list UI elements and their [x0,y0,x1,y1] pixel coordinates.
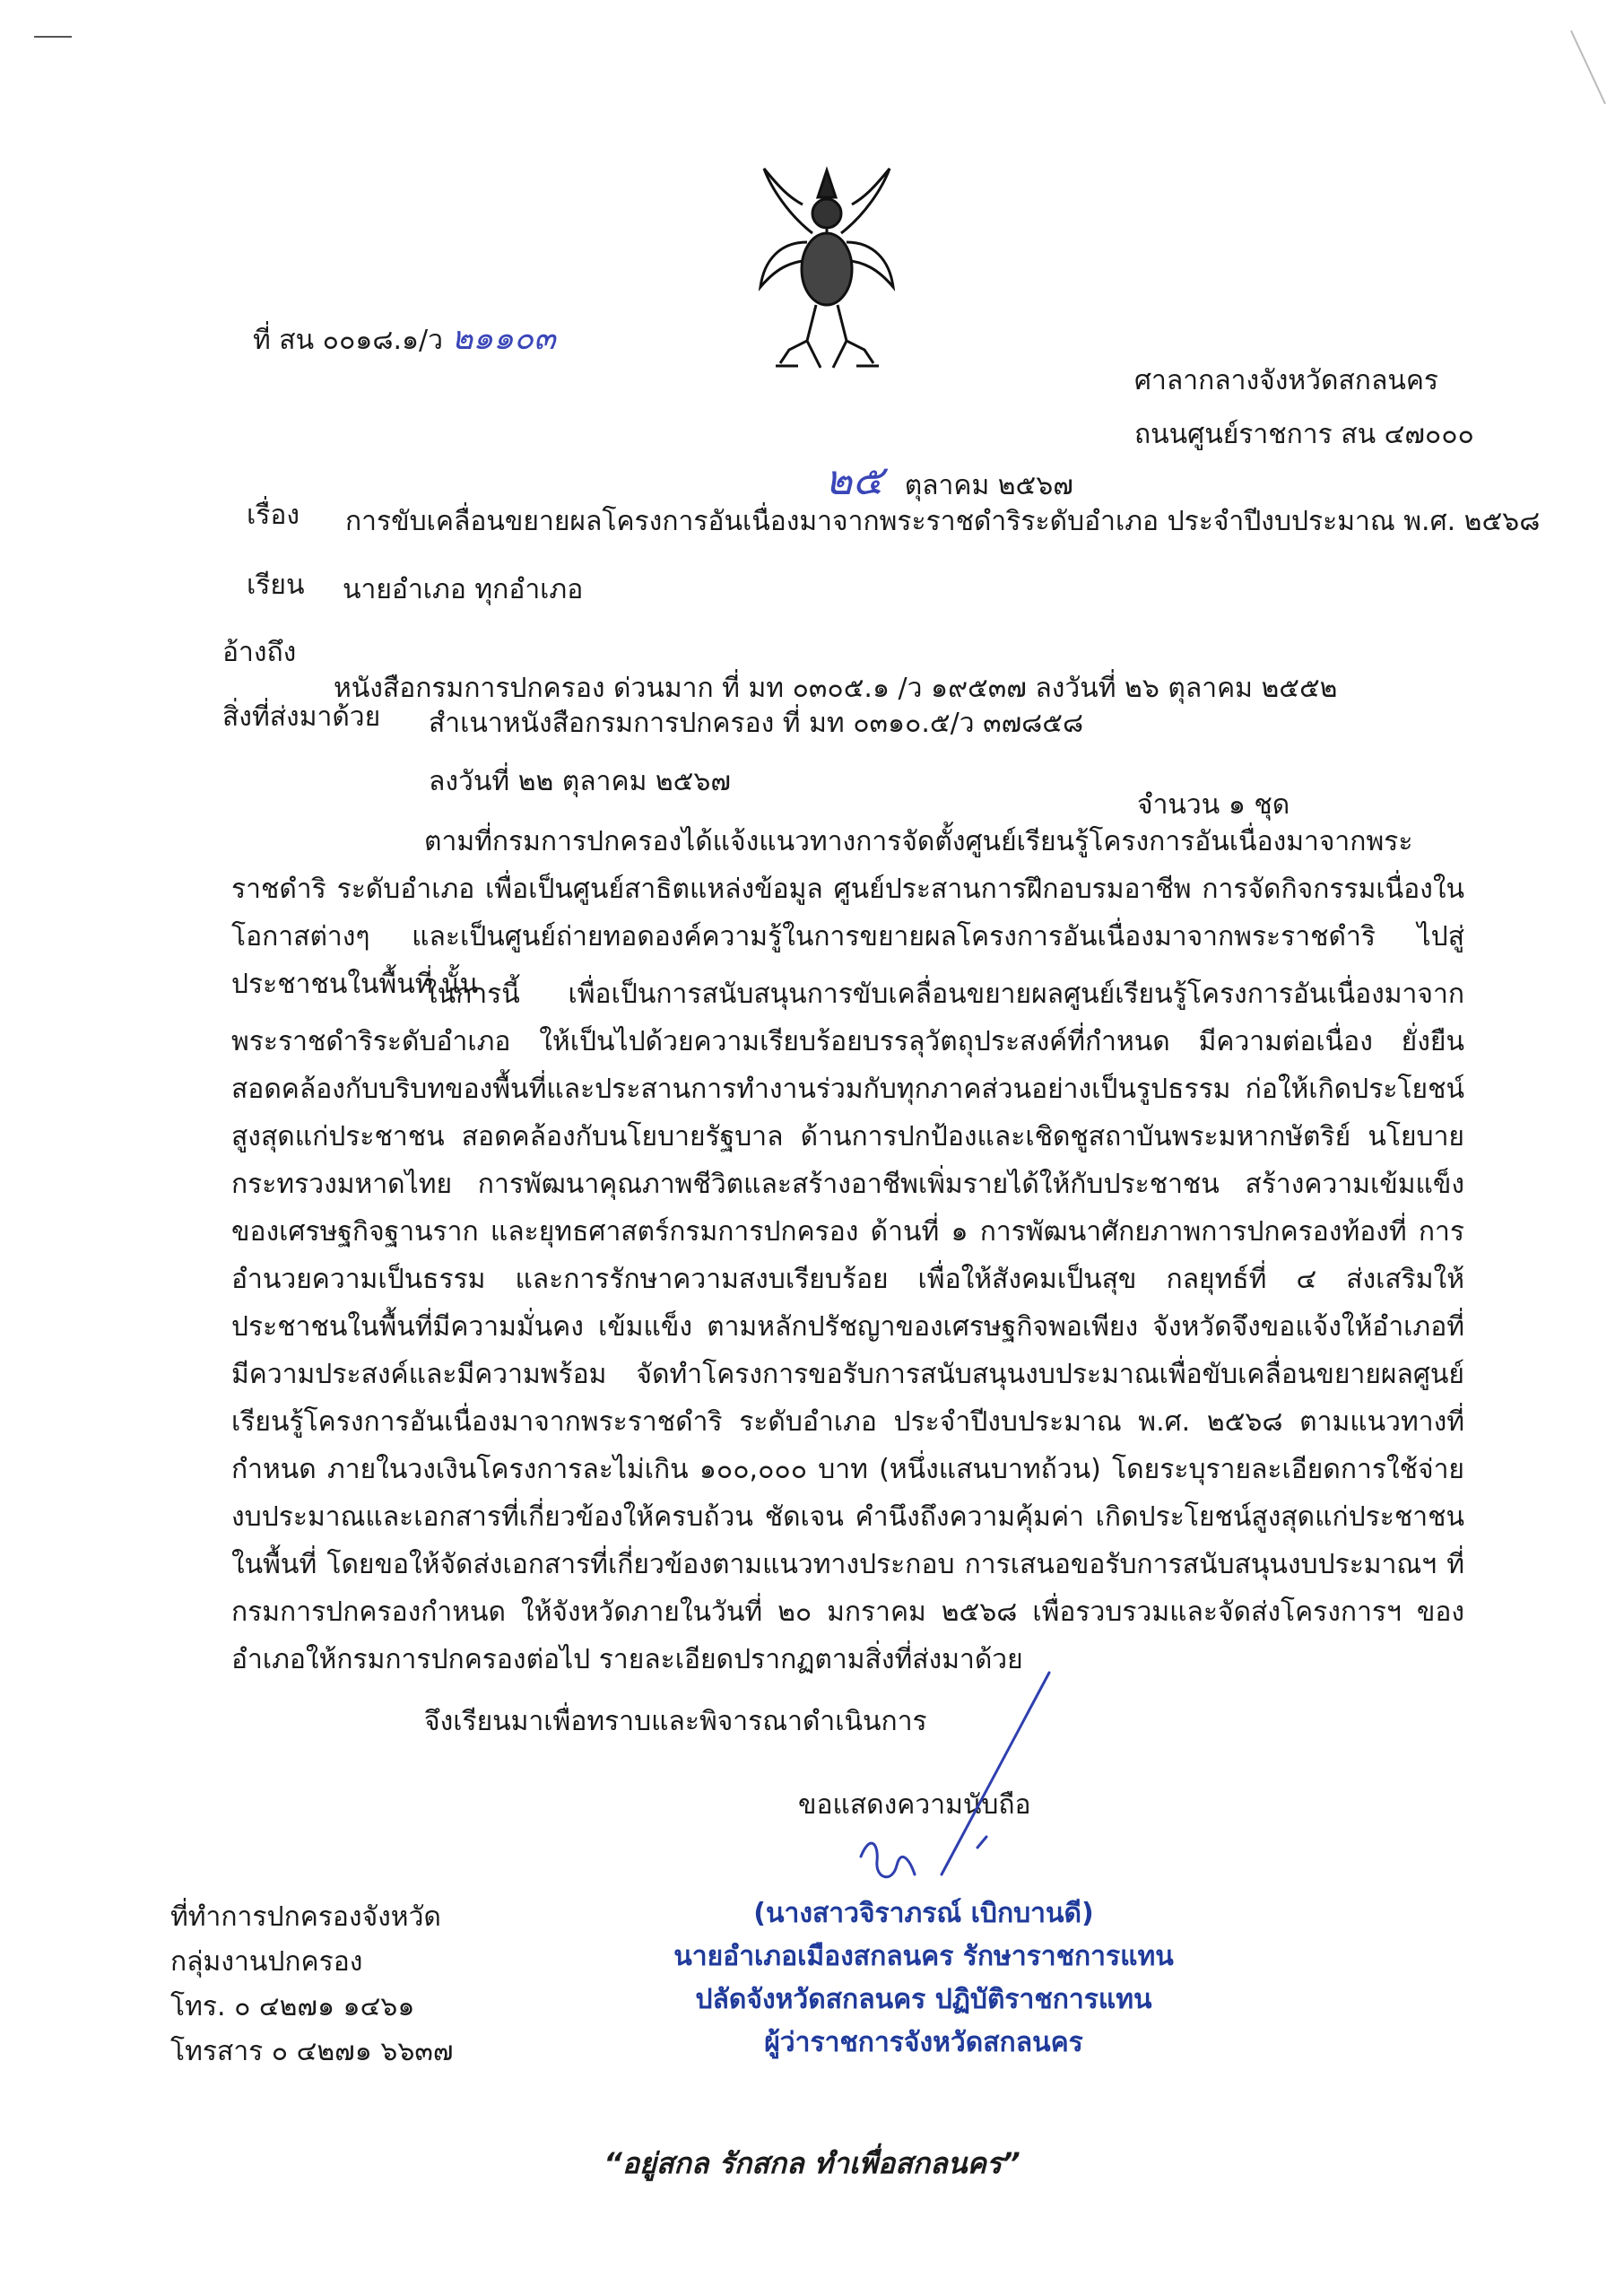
handwritten-day: ๒๕ [825,456,884,504]
signature [807,1668,1094,1910]
reference-label: อ้างถึง [222,637,297,668]
office-line1: ที่ทำการปกครองจังหวัด [170,1901,441,1933]
date-month-year: ตุลาคม ๒๕๖๗ [904,470,1073,501]
subject-label: เรื่อง [247,500,300,531]
attachment-qty: จำนวน ๑ ชุด [1137,789,1290,821]
body-paragraph-1-text: ตามที่กรมการปกครองได้แจ้งแนวทางการจัดตั้งศูนย์เรียนรู้โครงการอันเนื่องมาจากพระราชดำริ ระดับอำเภอ เพื่อเป็นศูนย์สาธิตแหล่งข้อมูล ศูนย์ประสานการฝึกอบรมอาชีพ การจัดกิจกรรมเนื่องในโอกาสต่างๆ และเป็นศูนย์ถ่ายทอดองค์ความรู้ในการขยายผลโครงการอันเนื่องมาจากพระราชดำริ ไปสู่ประชาชนในพื้นที่ นั้น [231,826,1464,1000]
office-tel: โทร. ๐ ๔๒๗๑ ๑๔๖๑ [170,1991,415,2022]
slogan: “อยู่สกล รักสกล ทำเพื่อสกลนคร” [604,2146,1020,2180]
signatory-title-3: ผู้ว่าราชการจังหวัดสกลนคร [764,2027,1083,2058]
subject-text: การขับเคลื่อนขยายผลโครงการอันเนื่องมาจากพระราชดำริระดับอำเภอ ประจำปีงบประมาณ พ.ศ. ๒๕๖๘ [345,506,1541,537]
closing: ขอแสดงความนับถือ [798,1789,1031,1821]
to-text: นายอำเภอ ทุกอำเภอ [343,574,584,605]
sender-line2: ถนนศูนย์ราชการ สน ๔๗๐๐๐ [1134,419,1474,450]
attachment-line1: สำเนาหนังสือกรมการปกครอง ที่ มท ๐๓๑๐.๕/ว ๓๗๘๕๘ [429,708,1084,739]
sender-line1: ศาลากลางจังหวัดสกลนคร [1134,365,1439,396]
scan-mark-top-right [1570,30,1606,104]
signatory-title-2: ปลัดจังหวัดสกลนคร ปฏิบัติราชการแทน [695,1984,1152,2015]
signatory-title-1: นายอำเภอเมืองสกลนคร รักษาราชการแทน [673,1941,1174,1972]
garuda-emblem [753,161,901,377]
body-paragraph-3: จึงเรียนมาเพื่อทราบและพิจารณาดำเนินการ [424,1706,927,1737]
signatory-name: (นางสาวจิราภรณ์ เบิกบานดี) [753,1898,1094,1929]
handwritten-doc-number: ๒๑๑๐๓ [451,320,556,357]
scan-mark-top-left [34,36,72,38]
office-line2: กลุ่มงานปกครอง [170,1946,363,1978]
doc-ref [253,321,556,359]
to-label: เรียน [247,570,305,601]
body-paragraph-2 [231,970,1464,1683]
office-fax: โทรสาร ๐ ๔๒๗๑ ๖๖๓๗ [170,2036,454,2067]
body-paragraph-2-text: ในการนี้ เพื่อเป็นการสนับสนุนการขับเคลื่อนขยายผลศูนย์เรียนรู้โครงการอันเนื่องมาจากพระราชดำริระดับอำเภอ ให้เป็นไปด้วยความเรียบร้อยบรรลุวัตถุประสงค์ที่กำหนด มีความต่อเนื่อง ยั่งยืน สอดคล้องกับบริบทของพื้นที่และประสานการทำงานร่วมกับทุกภาคส่วนอย่างเป็นรูปธรรม ก่อให้เกิดประโยชน์สูงสุดแก่ประชาชน สอดคล้องกับนโยบายรัฐบาล ด้านการปกป้องและเชิดชูสถาบันพระมหากษัตริย์ นโยบายกระทรวงมหาดไทย การพัฒนาคุณภาพชีวิตและสร้างอาชีพเพิ่มรายได้ให้กับประชาชน สร้างความเข้มแข็งของเศรษฐกิจฐานราก และยุทธศาสตร์กรมการปกครอง ด้านที่ ๑ การพัฒนาศักยภาพการปกครองท้องที่ การอำนวยความเป็นธรรม และการรักษาความสงบเรียบร้อย เพื่อให้สังคมเป็นสุข กลยุทธ์ที่ ๔ ส่งเสริมให้ประชาชนในพื้นที่มีความมั่นคง เข้มแข็ง ตามหลักปรัชญาของเศรษฐกิจพอเพียง จังหวัดจึงขอแจ้งให้อำเภอที่มีความประสงค์และมีความพร้อม จัดทำโครงการขอรับการสนับสนุนงบประมาณเพื่อขับเคลื่อนขยายผลศูนย์เรียนรู้โครงการอันเนื่องมาจากพระราชดำริ ระดับอำเภอ ประจำปีงบประมาณ พ.ศ. ๒๕๖๘ ตามแนวทางที่กำหนด ภายในวงเงินโครงการละไม่เกิน ๑๐๐,๐๐๐ บาท (หนึ่งแสนบาทถ้วน) โดยระบุรายละเอียดการใช้จ่ายงบประมาณและเอกสารที่เกี่ยวข้องให้ครบถ้วน ชัดเจน คำนึงถึงความคุ้มค่า เกิดประโยชน์สูงสุดแก่ประชาชนในพื้นที่ โดยขอให้จัดส่งเอกสารที่เกี่ยวข้องตามแนวทางประกอบ การเสนอขอรับการสนับสนุนงบประมาณฯ ที่กรมการปกครองกำหนด ให้จังหวัดภายในวันที่ ๒๐ มกราคม ๒๕๖๘ เพื่อรวบรวมและจัดส่งโครงการฯ ของอำเภอให้กรมการปกครองต่อไป รายละเอียดปรากฏตามสิ่งที่ส่งมาด้วย [231,978,1464,1675]
reference-text: หนังสือกรมการปกครอง ด่วนมาก ที่ มท ๐๓๐๕.๑ /ว ๑๙๕๓๗ ลงวันที่ ๒๖ ตุลาคม ๒๕๕๒ [334,673,1338,704]
attachment-label: สิ่งที่ส่งมาด้วย [222,701,381,733]
date [825,456,1073,504]
attachment-line2: ลงวันที่ ๒๒ ตุลาคม ๒๕๖๗ [429,766,731,797]
signatory-block [610,1892,1238,2065]
doc-ref-prefix: ที่ สน ๐๐๑๘.๑/ว [253,325,444,356]
